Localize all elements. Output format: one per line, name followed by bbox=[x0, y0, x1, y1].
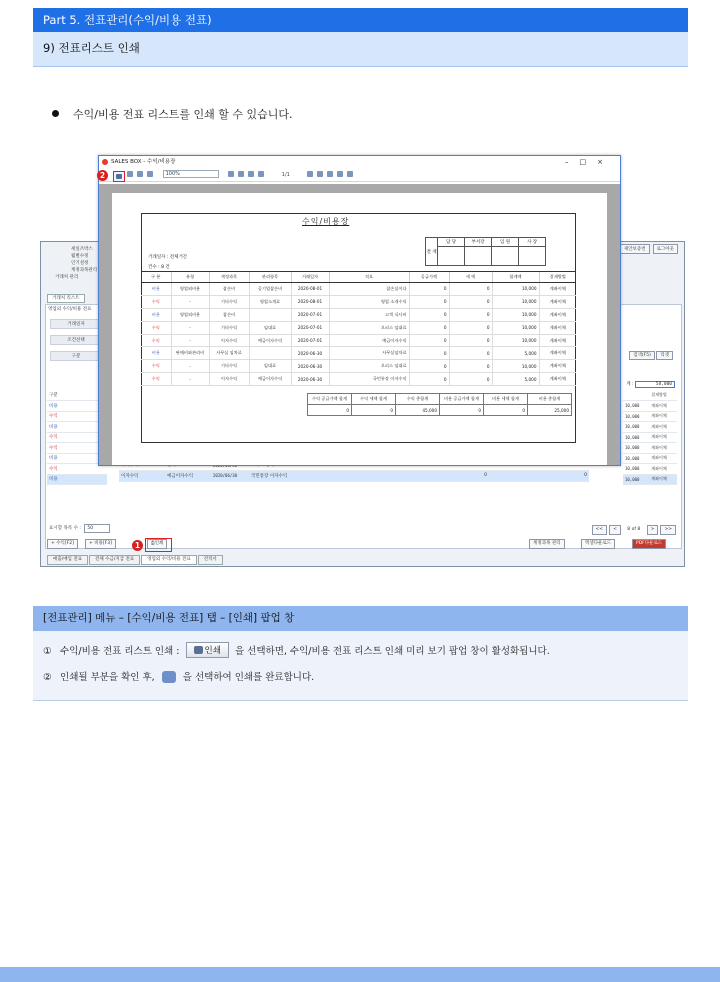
bullet-icon bbox=[52, 110, 59, 117]
cell: 0 bbox=[449, 334, 492, 347]
col-header: 관리항목 bbox=[249, 272, 291, 283]
cell: 5,000 bbox=[492, 347, 539, 360]
cell: 2020-08-01 bbox=[291, 283, 329, 296]
page-info: 8 of 8 bbox=[627, 527, 641, 532]
search-button[interactable]: 검색(F5) bbox=[629, 351, 655, 360]
cell: 10,000 bbox=[623, 453, 649, 464]
note-text: 을 선택하면, 수익/비용 전표 리스트 인쇄 미리 보기 팝업 창이 활성화됩니다. bbox=[234, 646, 550, 657]
section-title-bar: 9) 전표리스트 인쇄 bbox=[33, 32, 688, 67]
add-expense-button[interactable]: + 비용[F3] bbox=[85, 539, 116, 549]
table-row bbox=[141, 360, 576, 373]
approval-role: 부서장 bbox=[465, 238, 492, 247]
cell bbox=[249, 347, 291, 360]
cell: 10,000 bbox=[623, 422, 649, 433]
cell: 계좌이체 bbox=[649, 464, 677, 475]
account-manage-label: 계정과목 관리 bbox=[533, 541, 561, 546]
note-text: 인쇄될 부분을 확인 후, bbox=[60, 672, 155, 683]
sum-header: 수익 총합계 bbox=[396, 394, 440, 405]
cell: 10,000 bbox=[492, 308, 539, 321]
preview-stage bbox=[99, 184, 620, 465]
cell: 0 bbox=[409, 283, 449, 296]
cell: 판매비와관리비 bbox=[171, 347, 209, 360]
cell: 영업 소개수익 bbox=[329, 295, 409, 308]
cell: 수익 bbox=[141, 360, 171, 373]
intro-text: 수익/비용 전표 리스트를 인쇄 할 수 있습니다. bbox=[73, 108, 293, 121]
cell: 수익 bbox=[141, 295, 171, 308]
cell: 예금이자수익 bbox=[249, 373, 291, 386]
note-line-1 bbox=[43, 642, 550, 658]
cell: 계좌이체 bbox=[649, 443, 677, 454]
fit-icon[interactable] bbox=[228, 171, 234, 177]
print-button-highlight bbox=[145, 538, 172, 552]
cell: 0 bbox=[409, 360, 449, 373]
top-right-button[interactable]: 제안보증번 bbox=[620, 244, 650, 254]
cell: 10,000 bbox=[623, 401, 649, 412]
cell: 2020-08-01 bbox=[291, 295, 329, 308]
cell: 5,000 bbox=[492, 373, 539, 386]
approval-box bbox=[425, 237, 546, 266]
cell: 0 bbox=[399, 471, 489, 482]
cell: 국민통장 이자수익 bbox=[249, 471, 399, 482]
footer-bar bbox=[0, 967, 720, 982]
cell: 예금이자수익 bbox=[165, 471, 211, 482]
col-header: 거래일자 bbox=[291, 272, 329, 283]
cell: 수익 bbox=[141, 321, 171, 334]
search-buttons bbox=[629, 352, 673, 358]
cell: 영업소개료 bbox=[249, 295, 291, 308]
col-header: 결제방법 bbox=[539, 272, 576, 283]
cell[interactable]: 수익 bbox=[47, 411, 107, 422]
cell: 계좌이체 bbox=[539, 283, 576, 296]
cell: 기타수익 bbox=[209, 321, 249, 334]
col-header: 세 액 bbox=[449, 272, 492, 283]
col-header: 구 분 bbox=[141, 272, 171, 283]
cell: 공기업잡손비 bbox=[249, 283, 291, 296]
approval-side-label: 결 재 bbox=[426, 238, 438, 266]
cell[interactable]: 비용 bbox=[47, 401, 107, 412]
cell: 구분 bbox=[47, 390, 107, 401]
cell: 계좌이체 bbox=[539, 373, 576, 386]
page-size-label: 표시할 목록 수 : bbox=[49, 526, 81, 531]
table-row bbox=[141, 283, 576, 296]
excel-download-label: 엑셀다운로드 bbox=[585, 541, 612, 546]
table-row bbox=[141, 347, 576, 360]
col-header: 적요 bbox=[329, 272, 409, 283]
cell: 오피스 임대료 bbox=[329, 321, 409, 334]
cell[interactable]: 수익 bbox=[47, 464, 107, 475]
cell: 0 bbox=[489, 471, 589, 482]
forward-icon[interactable] bbox=[337, 171, 343, 177]
totals-table bbox=[307, 393, 572, 416]
next-icon[interactable] bbox=[258, 171, 264, 177]
total-label: 계 : bbox=[626, 382, 634, 387]
reset-button[interactable]: 리셋 bbox=[656, 351, 673, 360]
cell: 계좌이체 bbox=[649, 453, 677, 464]
cell: 2020-07-01 bbox=[291, 334, 329, 347]
back-icon[interactable] bbox=[327, 171, 333, 177]
step-badge-1: 1 bbox=[132, 540, 143, 551]
last-page-button[interactable]: >> bbox=[660, 525, 676, 535]
page-indicator: 1/1 bbox=[281, 172, 290, 178]
side-item[interactable]: 계정과목관리 bbox=[71, 268, 98, 273]
cell: 계좌이체 bbox=[539, 360, 576, 373]
cell[interactable]: 수익 bbox=[47, 432, 107, 443]
cell: 이자수익 bbox=[209, 334, 249, 347]
col-header: 유형 bbox=[171, 272, 209, 283]
two-page-icon[interactable] bbox=[238, 171, 244, 177]
print-button-sample-label: 인쇄 bbox=[204, 646, 221, 656]
cell: 10,000 bbox=[492, 295, 539, 308]
cell: 0 bbox=[449, 308, 492, 321]
add-income-label: 수익[F2] bbox=[56, 541, 74, 546]
sum-header: 수익 공급가액 합계 bbox=[308, 394, 352, 405]
printer-icon bbox=[162, 671, 176, 683]
total-box bbox=[626, 381, 675, 388]
cell[interactable]: 비용 bbox=[47, 474, 107, 485]
preview-paper bbox=[112, 193, 607, 465]
cell: 예금이자수익 bbox=[249, 334, 291, 347]
refresh-icon[interactable] bbox=[347, 171, 353, 177]
sum-header: 비용 세액 합계 bbox=[484, 394, 528, 405]
cell: 예금이자수익 bbox=[329, 334, 409, 347]
sum-header: 비용 공급가액 합계 bbox=[440, 394, 484, 405]
cell: 0 bbox=[409, 334, 449, 347]
logout-button[interactable]: 로그아웃 bbox=[653, 244, 678, 254]
cell: 0 bbox=[409, 308, 449, 321]
note-line-2 bbox=[43, 669, 314, 683]
part-title-bar: Part 5. 전표관리(수익/비용 전표) bbox=[33, 8, 688, 32]
table-row bbox=[141, 373, 576, 386]
total-value: 58,000 bbox=[635, 381, 675, 388]
cell: - bbox=[171, 295, 209, 308]
cell: 국민통장 이자수익 bbox=[329, 373, 409, 386]
cell: 기타수익 bbox=[209, 360, 249, 373]
side-menu bbox=[45, 246, 99, 292]
sum-value: 0 bbox=[484, 405, 528, 416]
approval-role: 사 장 bbox=[519, 238, 546, 247]
cell: 계좌이체 bbox=[539, 334, 576, 347]
report-title: 수익/비용장 bbox=[302, 217, 350, 226]
side-group: 거래처 관리 bbox=[55, 275, 79, 280]
cell: 비용 bbox=[141, 283, 171, 296]
count-label: 건수 : 8 건 bbox=[148, 265, 170, 270]
cell: 계좌이체 bbox=[539, 295, 576, 308]
cell: 10,000 bbox=[492, 334, 539, 347]
cell[interactable]: 비용 bbox=[47, 453, 107, 464]
top-right-buttons bbox=[617, 244, 678, 254]
report-table bbox=[141, 271, 576, 386]
cell: 수익 bbox=[141, 334, 171, 347]
step-number: ② bbox=[43, 672, 52, 683]
cell: 0 bbox=[409, 373, 449, 386]
tab-sales-purchase[interactable]: 매출/매입 전표 bbox=[47, 555, 88, 565]
page-setup-icon[interactable] bbox=[137, 171, 143, 177]
side-item[interactable]: 인기설정 bbox=[71, 261, 89, 266]
sum-header: 비용 총합계 bbox=[528, 394, 572, 405]
window-tabs bbox=[47, 294, 85, 303]
notes-heading: [전표관리] 메뉴 – [수익/비용 전표] 탭 – [인쇄] 팝업 창 bbox=[33, 606, 688, 631]
cell: - bbox=[171, 360, 209, 373]
cell: 계좌이체 bbox=[649, 474, 677, 485]
popup-titlebar bbox=[99, 156, 620, 169]
tab-estimate[interactable]: 견적서 bbox=[198, 555, 223, 565]
side-title: 세일즈박스 bbox=[71, 247, 93, 252]
next-page-button[interactable]: > bbox=[647, 525, 659, 535]
preview-toolbar bbox=[99, 169, 620, 182]
cell[interactable]: 수익 bbox=[47, 443, 107, 454]
first-page-button[interactable]: << bbox=[592, 525, 608, 535]
cell: 2020/06/30 bbox=[211, 471, 249, 482]
approval-role: 임 원 bbox=[492, 238, 519, 247]
cell: 2020-06-30 bbox=[291, 347, 329, 360]
cell: 계좌이체 bbox=[539, 347, 576, 360]
cell: 0 bbox=[409, 321, 449, 334]
cell: 계좌이체 bbox=[649, 411, 677, 422]
pdf-download-label: PDF다운로드 bbox=[636, 541, 663, 546]
note-text: 을 선택하여 인쇄를 완료합니다. bbox=[182, 672, 315, 683]
form-label: 조건선택 bbox=[50, 335, 102, 345]
add-expense-label: 비용[F3] bbox=[94, 541, 112, 546]
cell: - bbox=[171, 334, 209, 347]
cell: 계좌이체 bbox=[649, 432, 677, 443]
cell: 임대료 bbox=[249, 360, 291, 373]
open-icon[interactable] bbox=[127, 171, 133, 177]
app-icon bbox=[102, 159, 108, 165]
cell: 비용 bbox=[141, 347, 171, 360]
cell: 10,000 bbox=[623, 411, 649, 422]
cell: 수익 bbox=[141, 373, 171, 386]
cell: 0 bbox=[449, 360, 492, 373]
printer-icon bbox=[116, 174, 122, 179]
cell: 2020-06-30 bbox=[291, 373, 329, 386]
table-row bbox=[141, 321, 576, 334]
sum-header: 수익 세액 합계 bbox=[352, 394, 396, 405]
cell: 계좌이체 bbox=[649, 401, 677, 412]
cell: 사무실 임차료 bbox=[209, 347, 249, 360]
cell: 10,000 bbox=[623, 464, 649, 475]
cell: 비용 bbox=[141, 308, 171, 321]
first-icon[interactable] bbox=[307, 171, 313, 177]
cell: 0 bbox=[449, 347, 492, 360]
cell: 잡손실이다 bbox=[329, 283, 409, 296]
cell: 고객 식사비 bbox=[329, 308, 409, 321]
step-number: ① bbox=[43, 646, 52, 657]
cell: 0 bbox=[409, 295, 449, 308]
approval-role: 담 당 bbox=[438, 238, 465, 247]
cell: 영업외비용 bbox=[171, 308, 209, 321]
table-row[interactable] bbox=[119, 471, 589, 482]
cell: 2020-07-01 bbox=[291, 321, 329, 334]
pager bbox=[45, 523, 682, 535]
cell: 잡손비 bbox=[209, 283, 249, 296]
cell: 10,000 bbox=[623, 474, 649, 485]
table-row bbox=[141, 295, 576, 308]
col-header: 합계액 bbox=[492, 272, 539, 283]
popup-title: SALES BOX - 수익/비용장 bbox=[111, 159, 176, 165]
cell bbox=[249, 308, 291, 321]
cell: 결제방법 bbox=[649, 390, 677, 401]
cell: 2020-07-01 bbox=[291, 308, 329, 321]
cell: 10,000 bbox=[492, 283, 539, 296]
cell: 0 bbox=[449, 283, 492, 296]
popup-print-button[interactable] bbox=[113, 171, 125, 182]
side-item[interactable]: 월별수정 bbox=[71, 254, 89, 259]
sum-value: 0 bbox=[308, 405, 352, 416]
pdf-download-button[interactable] bbox=[632, 539, 666, 549]
page-size-select[interactable]: 50 bbox=[84, 524, 110, 533]
window-controls[interactable]: –□× bbox=[565, 158, 614, 166]
sum-value: 0 bbox=[440, 405, 484, 416]
notes-body bbox=[33, 631, 688, 701]
cell: 이자수익 bbox=[209, 373, 249, 386]
printer-icon bbox=[194, 646, 203, 654]
cell: 0 bbox=[449, 295, 492, 308]
table-row bbox=[141, 334, 576, 347]
add-income-button[interactable]: + 수익[F2] bbox=[47, 539, 78, 549]
print-label: 인쇄 bbox=[154, 541, 164, 546]
cell: 10,000 bbox=[492, 321, 539, 334]
cell: 계좌이체 bbox=[539, 321, 576, 334]
cell: 이자수익 bbox=[119, 471, 165, 482]
account-manage-button[interactable] bbox=[529, 539, 565, 549]
cell: 오피스 임대료 bbox=[329, 360, 409, 373]
payment-column bbox=[623, 390, 677, 485]
tab-non-operating[interactable]: 영업외 수익/비용 전표 bbox=[141, 555, 197, 565]
print-preview-popup bbox=[98, 155, 621, 466]
cell: 임대료 bbox=[249, 321, 291, 334]
col-header: 공급가액 bbox=[409, 272, 449, 283]
cell: 잡손비 bbox=[209, 308, 249, 321]
step-badge-2: 2 bbox=[97, 170, 108, 181]
sum-value: 25,000 bbox=[528, 405, 572, 416]
prev-page-button[interactable]: < bbox=[609, 525, 621, 535]
cell: 10,000 bbox=[623, 432, 649, 443]
period-label: 거래일자 : 전체거간 bbox=[148, 255, 188, 260]
cell: 사무실임차료 bbox=[329, 347, 409, 360]
bottom-tabs bbox=[47, 555, 224, 565]
cell[interactable]: 비용 bbox=[47, 422, 107, 433]
col-header: 계정과목 bbox=[209, 272, 249, 283]
zoom-select[interactable]: 100% bbox=[163, 170, 219, 178]
table-row bbox=[141, 308, 576, 321]
last-icon[interactable] bbox=[317, 171, 323, 177]
print-button[interactable]: ⎙인쇄 bbox=[147, 539, 167, 549]
cell: 0 bbox=[449, 373, 492, 386]
cell: 2020-06-30 bbox=[291, 360, 329, 373]
breadcrumb: 영업외 수익/비용 전표 bbox=[48, 307, 92, 312]
cell: 영업외비용 bbox=[171, 283, 209, 296]
cell: 10,000 bbox=[623, 443, 649, 454]
cell: 10,000 bbox=[492, 360, 539, 373]
cell: 0 bbox=[449, 321, 492, 334]
sum-value: 45,000 bbox=[396, 405, 440, 416]
intro-bullet bbox=[52, 106, 292, 122]
excel-download-button[interactable] bbox=[581, 539, 615, 549]
cell: 기타수익 bbox=[209, 295, 249, 308]
zoom-in-icon[interactable] bbox=[147, 171, 153, 177]
cell: - bbox=[171, 373, 209, 386]
form-label: 거래일자 bbox=[50, 319, 102, 329]
sum-value: 0 bbox=[352, 405, 396, 416]
tab-customer-list[interactable]: 거래처 리스트 bbox=[47, 294, 85, 303]
note-text: 수익/비용 전표 리스트 인쇄 : bbox=[60, 646, 180, 657]
cell: 0 bbox=[409, 347, 449, 360]
cell: 계좌이체 bbox=[539, 308, 576, 321]
form-label: 구분 bbox=[50, 351, 102, 361]
cell: 계좌이체 bbox=[649, 422, 677, 433]
cell: - bbox=[171, 321, 209, 334]
tab-collection-payment[interactable]: 전체 수금/지급 전표 bbox=[89, 555, 140, 565]
print-button-sample bbox=[186, 642, 229, 658]
page-nav bbox=[590, 524, 676, 536]
prev-icon[interactable] bbox=[248, 171, 254, 177]
